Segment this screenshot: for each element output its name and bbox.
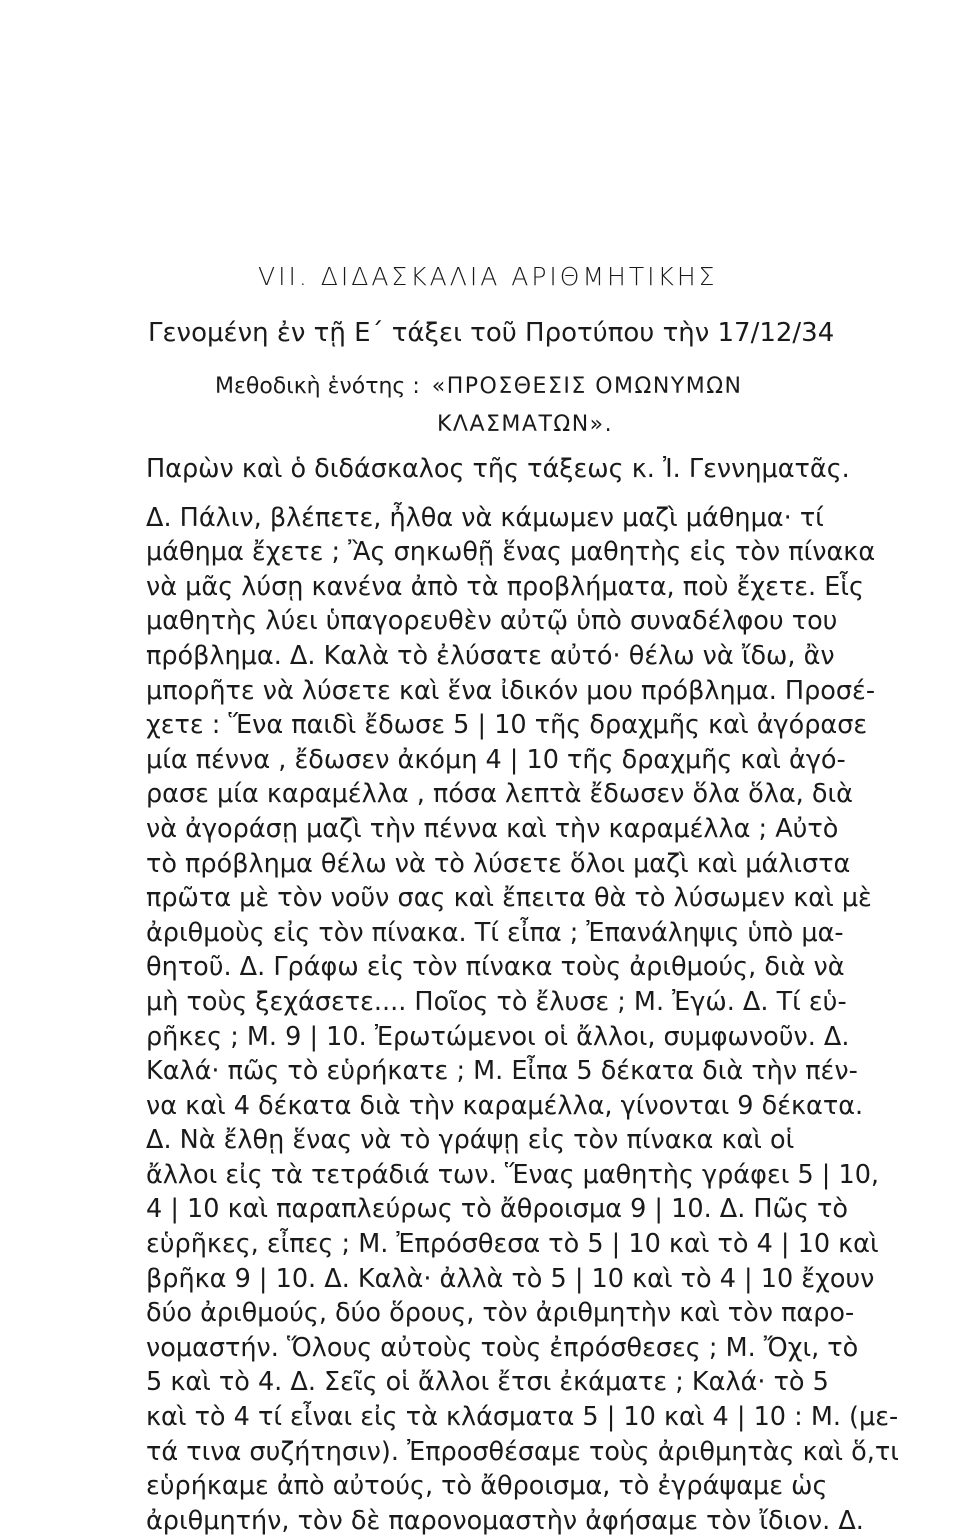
unit-value-1: «ΠΡΟΣΘΕΣΙΣ ΟΜΩΝΥΜΩΝ [431,374,743,399]
text-line: νομαστήν. Ὅλους αὐτοὺς τοὺς ἐπρόσθεσες ; Μ. Ὄχι, τὸ [146,1332,859,1363]
text-line: ρῆκες ; Μ. 9 | 10. Ἐρωτώμενοι οἱ ἄλλοι, συμφωνοῦν. Δ. [146,1021,850,1052]
unit-value-2: ΚΛΑΣΜΑΤΩΝ». [437,412,614,437]
text-line: μπορῆτε νὰ λύσετε καὶ ἕνα ἰδικόν μου πρόβλημα. Προσέ- [146,675,876,706]
text-line: καὶ τὸ 4 τί εἶναι εἰς τὰ κλάσματα 5 | 10 καὶ 4 | 10 : Μ. (με- [146,1402,899,1433]
chapter-title: VII. ΔΙΔΑΣΚΑΛΙΑ ΑΡΙΘΜΗΤΙΚΗΣ [258,262,718,291]
text-line: ἀριθμοὺς εἰς τὸν πίνακα. Τί εἶπα ; Ἐπανάληψις ὑπὸ μα- [146,917,844,948]
body-text [146,452,926,1538]
text-line: νὰ ἀγοράσῃ μαζὶ τὴν πέννα καὶ τὴν καραμέλλα ; Αὐτὸ [146,813,839,844]
text-line: πρόβλημα. Δ. Καλὰ τὸ ἐλύσατε αὐτό· θέλω νὰ ἴδω, ἂν [146,640,835,671]
text-line: τὸ πρόβλημα θέλω νὰ τὸ λύσετε ὅλοι μαζὶ καὶ μάλιστα [146,848,851,879]
text-line: 5 καὶ τὸ 4. Δ. Σεῖς οἱ ἄλλοι ἔτσι ἐκάματε ; Καλά· τὸ 5 [146,1367,829,1398]
text-line: ρασε μία καραμέλλα , πόσα λεπτὰ ἔδωσεν ὅλα ὅλα, διὰ [146,779,853,810]
text-line: εὑρήκαμε ἀπὸ αὐτούς, τὸ ἄθροισμα, τὸ ἐγράψαμε ὡς [146,1471,828,1502]
text-line: ἄλλοι εἰς τὰ τετράδιά των. Ἕνας μαθητὴς γράφει 5 | 10, [146,1159,880,1190]
text-line: μαθητὴς λύει ὑπαγορευθὲν αὐτῷ ὑπὸ συναδέλφου του [146,606,838,637]
text-line: 4 | 10 καὶ παραπλεύρως τὸ ἄθροισμα 9 | 10. Δ. Πῶς τὸ [146,1194,848,1225]
text-line: τά τινα συζήτησιν). Ἐπροσθέσαμε τοὺς ἀριθμητὰς καὶ ὅ,τι [146,1436,899,1467]
text-line: Δ. Νὰ ἔλθῃ ἕνας νὰ τὸ γράψῃ εἰς τὸν πίνακα καὶ οἱ [146,1125,795,1156]
text-line: Καλά· πῶς τὸ εὑρήκατε ; Μ. Εἶπα 5 δέκατα διὰ τὴν πέν- [146,1056,858,1087]
unit-label: Μεθοδικὴ ἑνότης : [215,374,420,399]
text-line: θητοῦ. Δ. Γράφω εἰς τὸν πίνακα τοὺς ἀριθμούς, διὰ νὰ [146,952,845,983]
lesson-subtitle: Γενομένη ἐν τῇ Ε΄ τάξει τοῦ Προτύπου τὴν 17/12/34 [148,318,835,348]
text-line: Δ. Πάλιν, βλέπετε, ἦλθα νὰ κάμωμεν μαζὶ μάθημα· τί [146,502,824,533]
text-line: εὑρῆκες, εἶπες ; Μ. Ἐπρόσθεσα τὸ 5 | 10 καὶ τὸ 4 | 10 καὶ [146,1229,879,1260]
text-line: πρῶτα μὲ τὸν νοῦν σας καὶ ἔπειτα θὰ τὸ λύσωμεν καὶ μὲ [146,883,872,914]
text-line: να καὶ 4 δέκατα διὰ τὴν καραμέλλα, γίνονται 9 δέκατα. [146,1090,864,1121]
unit-line [215,374,743,399]
text-line: βρῆκα 9 | 10. Δ. Καλὰ· ἀλλὰ τὸ 5 | 10 καὶ τὸ 4 | 10 ἔχουν [146,1263,875,1294]
text-line: χετε : Ἕνα παιδὶ ἔδωσε 5 | 10 τῆς δραχμῆς καὶ ἀγόρασε [146,710,868,741]
text-line: μὴ τοὺς ξεχάσετε.... Ποῖος τὸ ἔλυσε ; Μ. Ἐγώ. Δ. Τί εὑ- [146,986,847,1017]
text-line: δύο ἀριθμούς, δύο ὅρους, τὸν ἀριθμητὴν καὶ τὸν παρο- [146,1298,855,1329]
text-line: ἀριθμητήν, τὸν δὲ παρονομαστὴν ἀφήσαμε τὸν ἴδιον. Δ. [146,1505,864,1536]
text-line: μία πέννα , ἔδωσεν ἀκόμη 4 | 10 τῆς δραχμῆς καὶ ἀγό- [146,744,846,775]
text-line: μάθημα ἔχετε ; Ἂς σηκωθῇ ἕνας μαθητὴς εἰς τὸν πίνακα [146,537,876,568]
text-line: νὰ μᾶς λύσῃ κανένα ἀπὸ τὰ προβλήματα, ποὺ ἔχετε. Εἷς [146,571,864,602]
text-line: Παρὼν καὶ ὁ διδάσκαλος τῆς τάξεως κ. Ἰ. Γεννηματᾶς. [146,454,850,484]
